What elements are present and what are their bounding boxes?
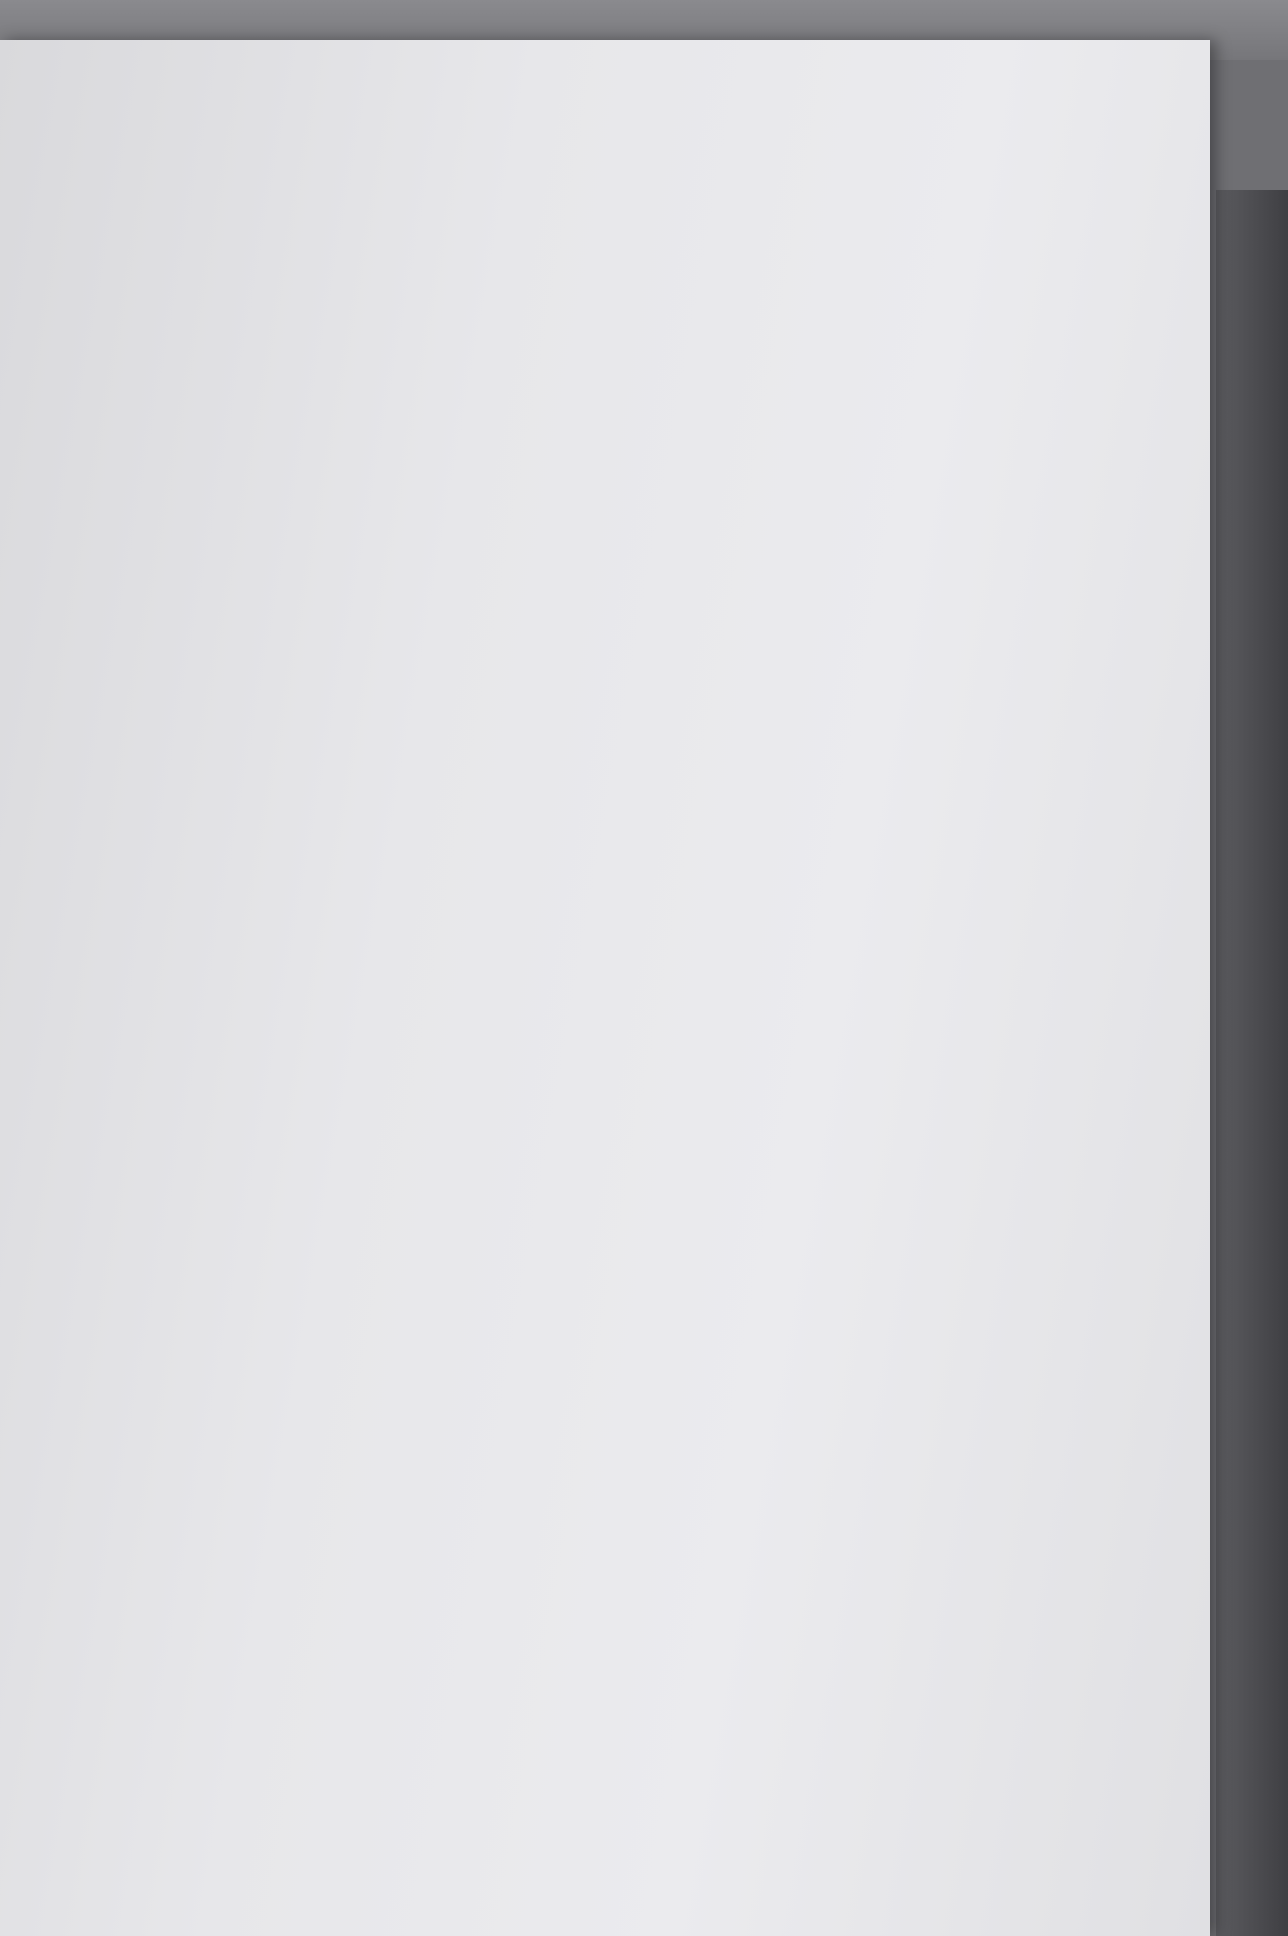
book-page [0, 40, 1210, 1936]
background-right [1216, 190, 1288, 1936]
table-of-contents [0, 40, 1210, 1936]
